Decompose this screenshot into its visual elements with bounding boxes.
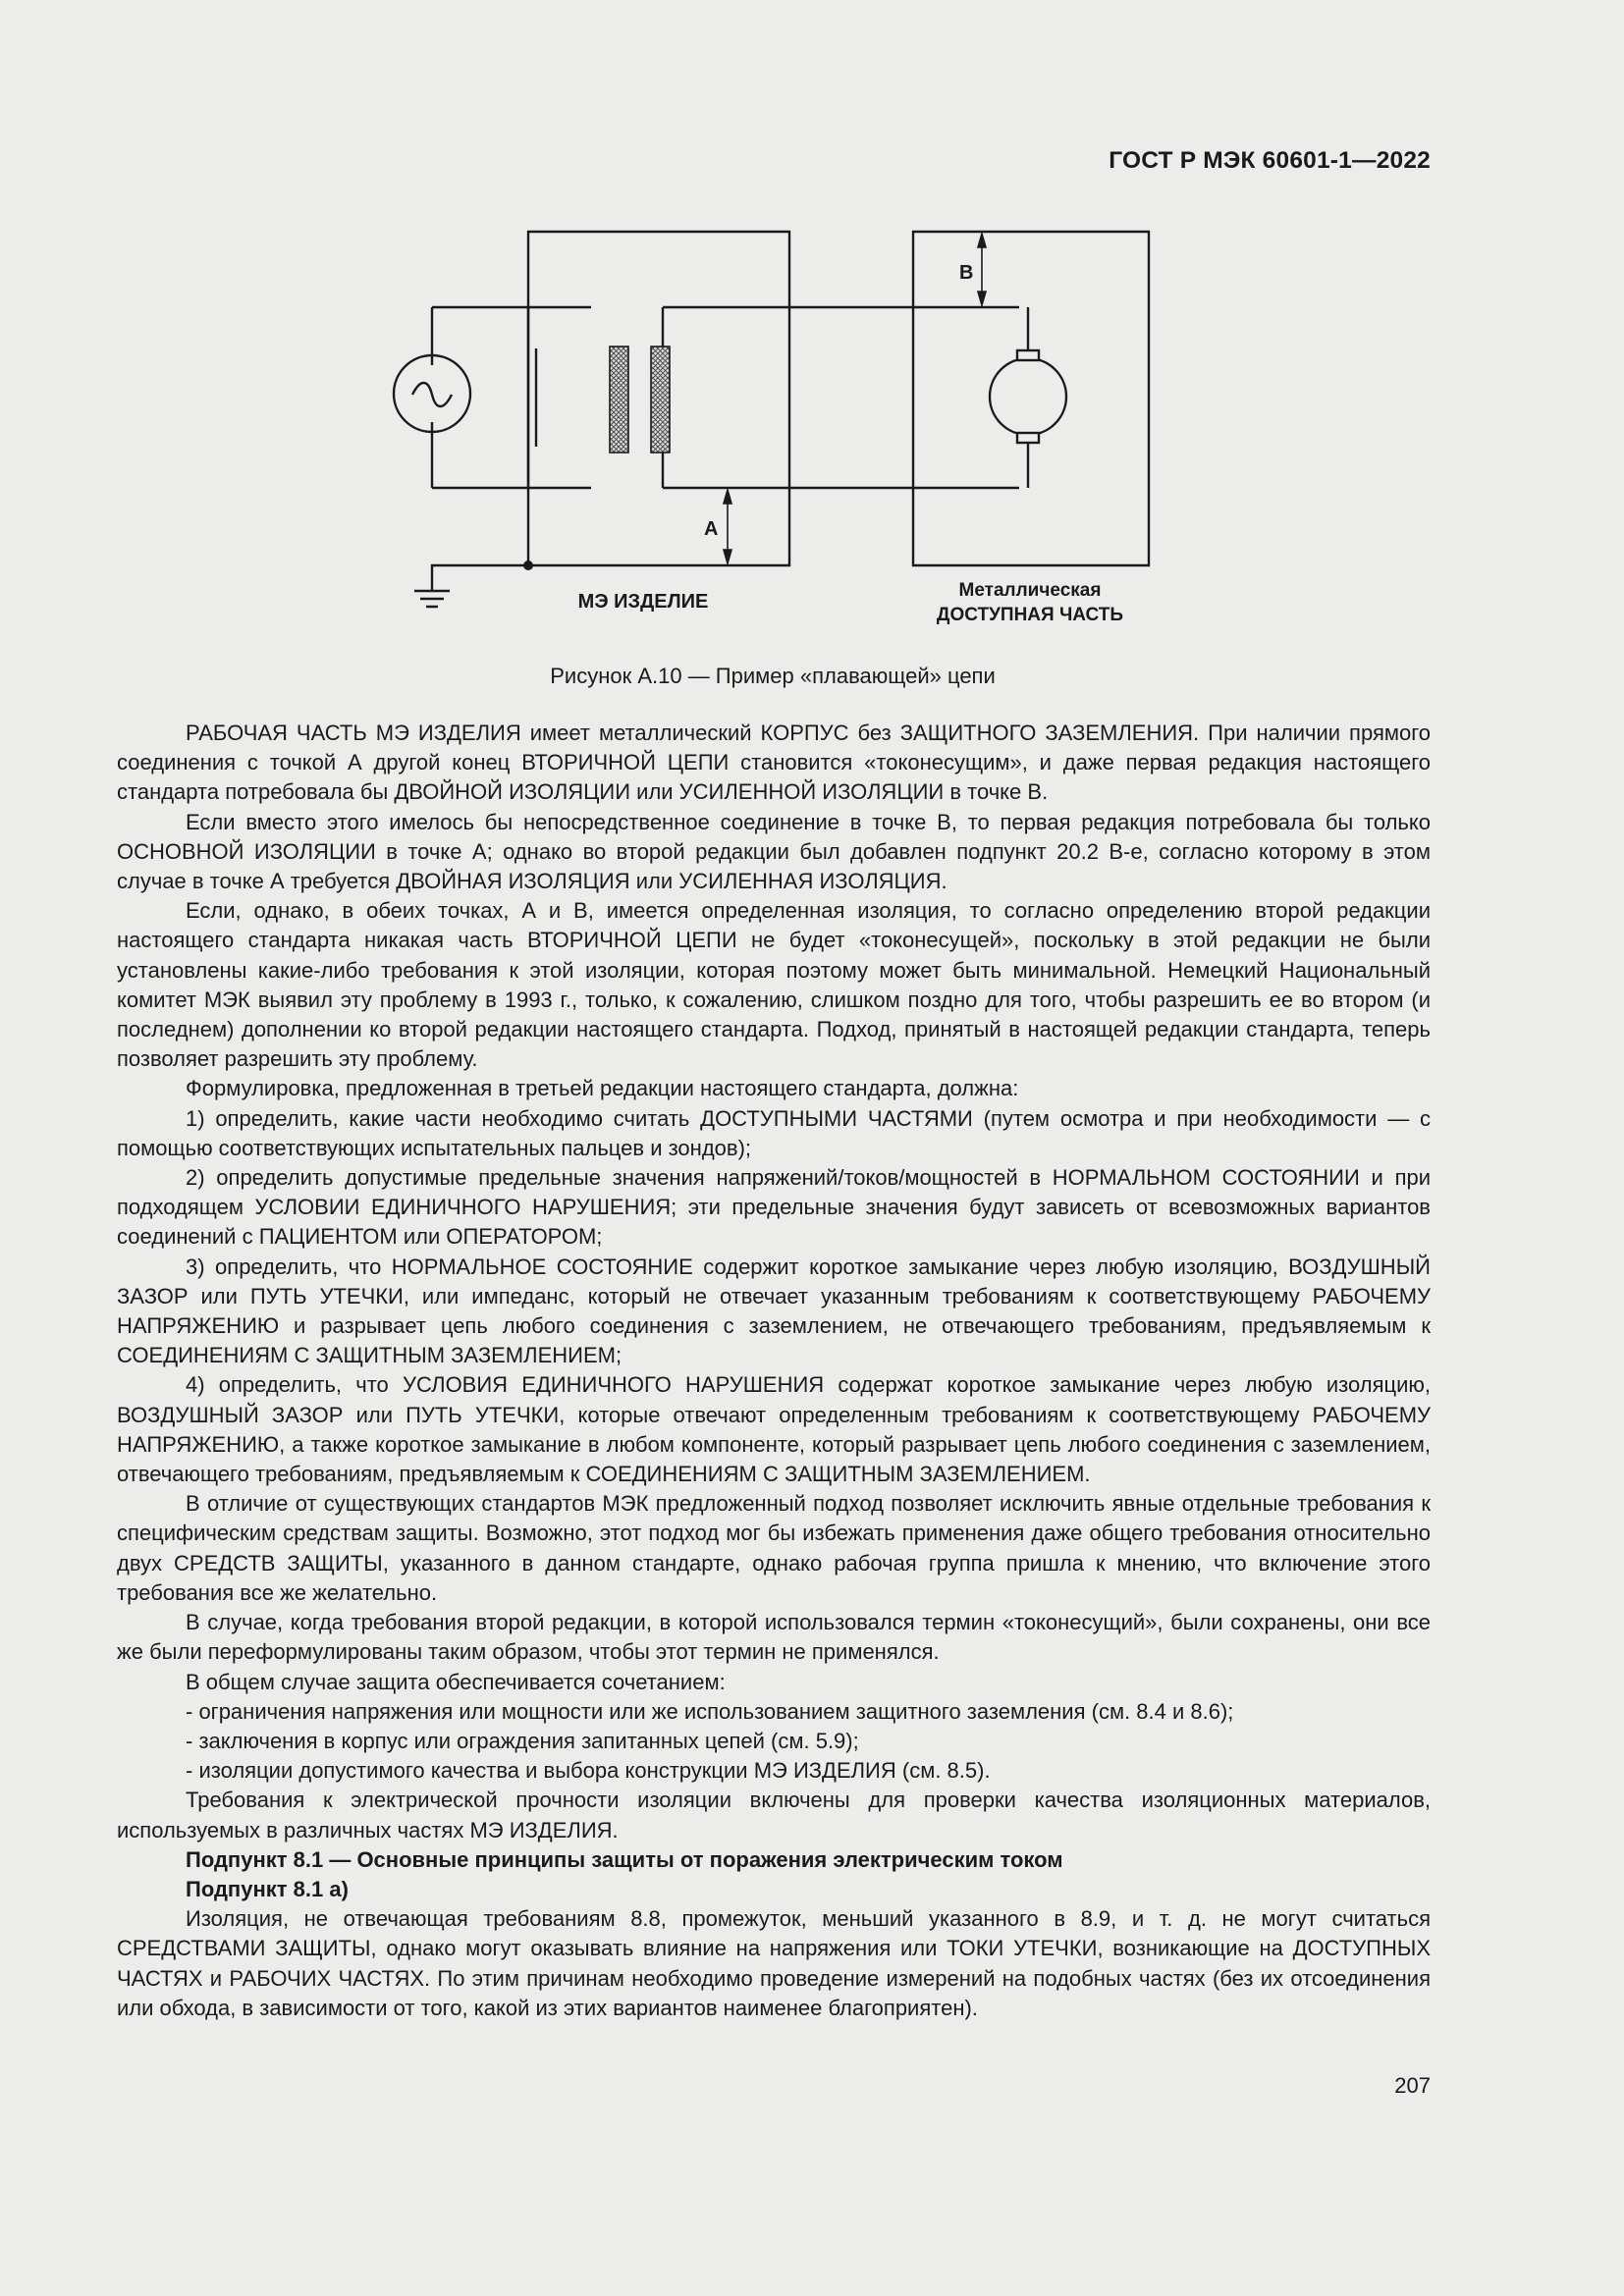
metal-part-enclosure: [913, 232, 1149, 565]
subclause-heading: Подпункт 8.1 — Основные принципы защиты от поражения электрическим током: [186, 1846, 1063, 1872]
label-accessible-part: ДОСТУПНАЯ ЧАСТЬ: [936, 605, 1124, 625]
dimension-b: [978, 234, 986, 305]
label-me-device: МЭ ИЗДЕЛИЕ: [577, 591, 709, 613]
sine-wave: [412, 383, 452, 406]
motor-symbol: [990, 358, 1066, 435]
paragraph: Если вместо этого имелось бы непосредственное соединение в точке В, то первая редакция потребовала бы только ОСНОВНОЙ ИЗОЛЯЦИИ в точке А; однако во второй редакции был добавлен подпункт 20.2 В-е, согласно которому в этом случае в точке А требуется ДВОЙНАЯ ИЗОЛЯЦИЯ или УСИЛЕННАЯ ИЗОЛЯЦИЯ.: [117, 809, 1431, 894]
paragraph: Изоляция, не отвечающая требованиям 8.8, промежуток, меньший указанного в 8.9, и т. д. не могут считаться СРЕДСТВАМИ ЗАЩИТЫ, однако могут оказывать влияние на напряжения или ТОКИ УТЕЧКИ, возникающие на ДОСТУПНЫХ ЧАСТЯХ и РАБОЧИХ ЧАСТЯХ. По этим причинам необходимо проведение измерений на подобных частях (без их отсоединения или обхода, в зависимости от того, какой из этих вариантов наименее благоприятен).: [117, 1906, 1431, 2020]
numbered-item: 4) определить, что УСЛОВИЯ ЕДИНИЧНОГО НАРУШЕНИЯ содержат короткое замыкание через любую изоляцию, ВОЗДУШНЫЙ ЗАЗОР или ПУТЬ УТЕЧКИ, которые отвечают определенным требованиям к соответствующему РАБОЧЕМУ НАПРЯЖЕНИЮ, а также короткое замыкание в любом компоненте, который разрывает цепь любого соединения с заземлением, отвечающего требованиям, предъявляемым к СОЕДИНЕНИЯМ С ЗАЩИТНЫМ ЗАЗЕМЛЕНИЕМ.: [117, 1372, 1431, 1487]
subclause-subheading: Подпункт 8.1 а): [186, 1876, 349, 1901]
list-item: - изоляции допустимого качества и выбора конструкции МЭ ИЗДЕЛИЯ (см. 8.5).: [186, 1758, 991, 1784]
label-metal: Металлическая: [958, 580, 1102, 601]
transformer-core-right: [651, 347, 670, 453]
paragraph: Требования к электрической прочности изоляции включены для проверки качества изоляционных материалов, используемых в различных частях МЭ ИЗДЕЛИЯ.: [117, 1788, 1431, 1842]
paragraph: Если, однако, в обеих точках, А и В, имеется определенная изоляция, то согласно определению второй редакции настоящего стандарта никакая часть ВТОРИЧНОЙ ЦЕПИ не будет «токонесущей», поскольку в этой редакции не были установлены какие-либо требования к этой изоляции, которая поэтому может быть минимальной. Немецкий Национальный комитет МЭК выявил эту проблему в 1993 г., только, к сожалению, слишком поздно для того, чтобы разрешить ее во втором (и последнем) дополнении ко второй редакции настоящего стандарта. Подход, принятый в настоящей редакции стандарта, теперь позволяет разрешить эту проблему.: [117, 898, 1431, 1072]
paragraph: В отличие от существующих стандартов МЭК предложенный подход позволяет исключить явные отдельные требования к специфическим средствам защиты. Возможно, этот подход мог бы избежать применения даже общего требования относительно двух СРЕДСТВ ЗАЩИТЫ, указанного в данном стандарте, однако рабочая группа пришла к мнению, что включение этого требования все же желательно.: [117, 1491, 1431, 1605]
paragraph: В случае, когда требования второй редакции, в которой использовался термин «токонесущий», были сохранены, они все же были переформулированы таким образом, чтобы этот термин не применялся.: [117, 1610, 1431, 1665]
numbered-item: 1) определить, какие части необходимо считать ДОСТУПНЫМИ ЧАСТЯМИ (путем осмотра и при необходимости — с помощью соответствующих испытательных пальцев и зондов);: [117, 1105, 1431, 1160]
numbered-item: 2) определить допустимые предельные значения напряжений/токов/мощностей в НОРМАЛЬНОМ СОСТОЯНИИ и при подходящем УСЛОВИИ ЕДИНИЧНОГО НАРУШЕНИЯ; эти предельные значения будут зависеть от всевозможных вариантов соединений с ПАЦИЕНТОМ или ОПЕРАТОРОМ;: [117, 1165, 1431, 1250]
list-item: - заключения в корпус или ограждения запитанных цепей (см. 5.9);: [186, 1728, 859, 1753]
transformer-core-left: [610, 347, 628, 453]
ground-junction-dot: [523, 561, 533, 570]
paragraph: В общем случае защита обеспечивается сочетанием:: [186, 1669, 726, 1694]
figure-caption: Рисунок А.10 — Пример «плавающей» цепи: [550, 664, 996, 688]
secondary-wires: [663, 307, 1019, 488]
circuit-figure: [0, 0, 1624, 707]
label-a: A: [704, 518, 719, 540]
paragraph: Формулировка, предложенная в третьей редакции настоящего стандарта, должна:: [186, 1076, 1019, 1101]
body-text: [117, 719, 1431, 2023]
primary-wires: [432, 307, 591, 488]
list-item: - ограничения напряжения или мощности или же использованием защитного заземления (см. 8.4 и 8.6);: [186, 1698, 1234, 1724]
document-id-header: ГОСТ Р МЭК 60601-1—2022: [1109, 147, 1431, 174]
page-number: 207: [1394, 2073, 1431, 2098]
paragraph: РАБОЧАЯ ЧАСТЬ МЭ ИЗДЕЛИЯ имеет металлический КОРПУС без ЗАЩИТНОГО ЗАЗЕМЛЕНИЯ. При наличии прямого соединения с точкой А другой конец ВТОРИЧНОЙ ЦЕПИ становится «токонесущим», и даже первая редакция настоящего стандарта потребовала бы ДВОЙНОЙ ИЗОЛЯЦИИ или УСИЛЕННОЙ ИЗОЛЯЦИИ в точке В.: [117, 721, 1431, 805]
dimension-a: [724, 490, 731, 563]
numbered-item: 3) определить, что НОРМАЛЬНОЕ СОСТОЯНИЕ содержит короткое замыкание через любую изоляцию, ВОЗДУШНЫЙ ЗАЗОР или ПУТЬ УТЕЧКИ, или импеданс, который не отвечает указанным требованиям к соответствующему РАБОЧЕМУ НАПРЯЖЕНИЮ и разрывает цепь любого соединения с заземлением, не отвечающего требованиям, предъявляемым к СОЕДИНЕНИЯМ С ЗАЩИТНЫМ ЗАЗЕМЛЕНИЕМ;: [117, 1254, 1431, 1368]
circuit-diagram: [0, 0, 1624, 707]
ground-wire: [432, 565, 528, 591]
ground-symbol: [414, 591, 450, 607]
label-b: B: [959, 262, 974, 284]
